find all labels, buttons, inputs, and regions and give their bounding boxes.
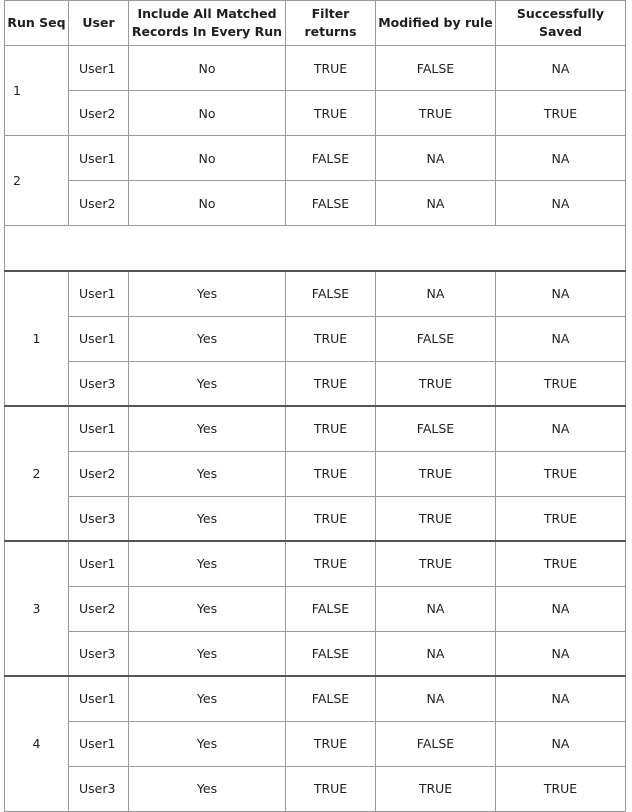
user-cell[interactable]: User3 bbox=[69, 496, 129, 541]
filter-returns-cell[interactable]: FALSE bbox=[286, 271, 376, 316]
header-modified-by-rule[interactable]: Modified by rule bbox=[376, 1, 496, 46]
include-all-cell[interactable]: Yes bbox=[129, 586, 286, 631]
successfully-saved-cell[interactable]: NA bbox=[496, 271, 626, 316]
table-row bbox=[5, 136, 626, 181]
table-row bbox=[5, 631, 626, 676]
modified-by-rule-cell[interactable]: FALSE bbox=[376, 721, 496, 766]
user-cell[interactable]: User3 bbox=[69, 766, 129, 811]
table-row bbox=[5, 406, 626, 451]
header-filter-returns[interactable]: Filter returns bbox=[286, 1, 376, 46]
run-seq-cell[interactable]: 4 bbox=[5, 676, 69, 811]
filter-returns-cell[interactable]: TRUE bbox=[286, 496, 376, 541]
header-user[interactable]: User bbox=[69, 1, 129, 46]
filter-returns-cell[interactable]: TRUE bbox=[286, 721, 376, 766]
successfully-saved-cell[interactable]: NA bbox=[496, 316, 626, 361]
run-seq-cell[interactable]: 2 bbox=[5, 136, 69, 226]
filter-returns-cell[interactable]: TRUE bbox=[286, 406, 376, 451]
include-all-cell[interactable]: Yes bbox=[129, 766, 286, 811]
user-cell[interactable]: User2 bbox=[69, 181, 129, 226]
table-row bbox=[5, 766, 626, 811]
table-row bbox=[5, 361, 626, 406]
include-all-cell[interactable]: Yes bbox=[129, 361, 286, 406]
modified-by-rule-cell[interactable]: FALSE bbox=[376, 406, 496, 451]
section-separator bbox=[5, 226, 626, 272]
modified-by-rule-cell[interactable]: TRUE bbox=[376, 766, 496, 811]
table-row bbox=[5, 316, 626, 361]
successfully-saved-cell[interactable]: NA bbox=[496, 46, 626, 91]
run-seq-cell[interactable]: 2 bbox=[5, 406, 69, 541]
table-row bbox=[5, 586, 626, 631]
filter-returns-cell[interactable]: FALSE bbox=[286, 586, 376, 631]
filter-returns-cell[interactable]: FALSE bbox=[286, 676, 376, 721]
include-all-cell[interactable]: Yes bbox=[129, 451, 286, 496]
modified-by-rule-cell[interactable]: FALSE bbox=[376, 46, 496, 91]
table-row bbox=[5, 541, 626, 586]
header-run-seq[interactable]: Run Seq bbox=[5, 1, 69, 46]
table-row bbox=[5, 46, 626, 91]
include-all-cell[interactable]: Yes bbox=[129, 271, 286, 316]
user-cell[interactable]: User2 bbox=[69, 91, 129, 136]
include-all-cell[interactable]: No bbox=[129, 46, 286, 91]
user-cell[interactable]: User3 bbox=[69, 631, 129, 676]
successfully-saved-cell[interactable]: TRUE bbox=[496, 451, 626, 496]
table-row bbox=[5, 181, 626, 226]
successfully-saved-cell[interactable]: TRUE bbox=[496, 496, 626, 541]
user-cell[interactable]: User1 bbox=[69, 541, 129, 586]
run-seq-cell[interactable]: 3 bbox=[5, 541, 69, 676]
filter-returns-cell[interactable]: FALSE bbox=[286, 181, 376, 226]
modified-by-rule-cell[interactable]: TRUE bbox=[376, 91, 496, 136]
successfully-saved-cell[interactable]: TRUE bbox=[496, 91, 626, 136]
user-cell[interactable]: User3 bbox=[69, 361, 129, 406]
separator-row bbox=[5, 226, 626, 272]
successfully-saved-cell[interactable]: NA bbox=[496, 676, 626, 721]
table-row bbox=[5, 91, 626, 136]
filter-returns-cell[interactable]: TRUE bbox=[286, 91, 376, 136]
table-row bbox=[5, 721, 626, 766]
modified-by-rule-cell[interactable]: TRUE bbox=[376, 496, 496, 541]
successfully-saved-cell[interactable]: NA bbox=[496, 631, 626, 676]
run-seq-cell[interactable]: 1 bbox=[5, 46, 69, 136]
modified-by-rule-cell[interactable]: NA bbox=[376, 271, 496, 316]
run-seq-cell[interactable]: 1 bbox=[5, 271, 69, 406]
successfully-saved-cell[interactable]: NA bbox=[496, 586, 626, 631]
include-all-cell[interactable]: Yes bbox=[129, 496, 286, 541]
modified-by-rule-cell[interactable]: NA bbox=[376, 631, 496, 676]
separator-cell[interactable] bbox=[5, 226, 626, 272]
include-all-cell[interactable]: Yes bbox=[129, 406, 286, 451]
successfully-saved-cell[interactable]: TRUE bbox=[496, 361, 626, 406]
include-all-cell[interactable]: Yes bbox=[129, 721, 286, 766]
filter-returns-cell[interactable]: TRUE bbox=[286, 46, 376, 91]
include-all-cell[interactable]: Yes bbox=[129, 631, 286, 676]
successfully-saved-cell[interactable]: NA bbox=[496, 136, 626, 181]
user-cell[interactable]: User1 bbox=[69, 316, 129, 361]
successfully-saved-cell[interactable]: NA bbox=[496, 406, 626, 451]
include-all-cell[interactable]: Yes bbox=[129, 676, 286, 721]
modified-by-rule-cell[interactable]: TRUE bbox=[376, 361, 496, 406]
table-row bbox=[5, 271, 626, 316]
successfully-saved-cell[interactable]: TRUE bbox=[496, 766, 626, 811]
table-row bbox=[5, 451, 626, 496]
header-include-all[interactable]: Include All Matched Records In Every Run bbox=[129, 1, 286, 46]
user-cell[interactable]: User1 bbox=[69, 46, 129, 91]
user-cell[interactable]: User2 bbox=[69, 586, 129, 631]
modified-by-rule-cell[interactable]: TRUE bbox=[376, 541, 496, 586]
modified-by-rule-cell[interactable]: FALSE bbox=[376, 316, 496, 361]
filter-returns-cell[interactable]: FALSE bbox=[286, 631, 376, 676]
header-row bbox=[5, 1, 626, 46]
modified-by-rule-cell[interactable]: NA bbox=[376, 136, 496, 181]
filter-returns-cell[interactable]: TRUE bbox=[286, 361, 376, 406]
filter-returns-cell[interactable]: TRUE bbox=[286, 766, 376, 811]
include-all-cell[interactable]: No bbox=[129, 136, 286, 181]
user-cell[interactable]: User2 bbox=[69, 451, 129, 496]
filter-returns-cell[interactable]: TRUE bbox=[286, 451, 376, 496]
section-include-all bbox=[5, 271, 626, 811]
user-cell[interactable]: User1 bbox=[69, 271, 129, 316]
table-row bbox=[5, 496, 626, 541]
successfully-saved-cell[interactable]: NA bbox=[496, 181, 626, 226]
run-results-table bbox=[4, 0, 626, 812]
section-no-include bbox=[5, 46, 626, 226]
modified-by-rule-cell[interactable]: NA bbox=[376, 586, 496, 631]
table-row bbox=[5, 676, 626, 721]
modified-by-rule-cell[interactable]: NA bbox=[376, 676, 496, 721]
user-cell[interactable]: User1 bbox=[69, 676, 129, 721]
filter-returns-cell[interactable]: FALSE bbox=[286, 136, 376, 181]
include-all-cell[interactable]: No bbox=[129, 91, 286, 136]
filter-returns-cell[interactable]: TRUE bbox=[286, 316, 376, 361]
successfully-saved-cell[interactable]: NA bbox=[496, 721, 626, 766]
user-cell[interactable]: User1 bbox=[69, 136, 129, 181]
filter-returns-cell[interactable]: TRUE bbox=[286, 541, 376, 586]
modified-by-rule-cell[interactable]: NA bbox=[376, 181, 496, 226]
modified-by-rule-cell[interactable]: TRUE bbox=[376, 451, 496, 496]
header-successfully-saved[interactable]: Successfully Saved bbox=[496, 1, 626, 46]
user-cell[interactable]: User1 bbox=[69, 721, 129, 766]
table-header bbox=[5, 1, 626, 46]
successfully-saved-cell[interactable]: TRUE bbox=[496, 541, 626, 586]
include-all-cell[interactable]: Yes bbox=[129, 316, 286, 361]
user-cell[interactable]: User1 bbox=[69, 406, 129, 451]
include-all-cell[interactable]: Yes bbox=[129, 541, 286, 586]
include-all-cell[interactable]: No bbox=[129, 181, 286, 226]
